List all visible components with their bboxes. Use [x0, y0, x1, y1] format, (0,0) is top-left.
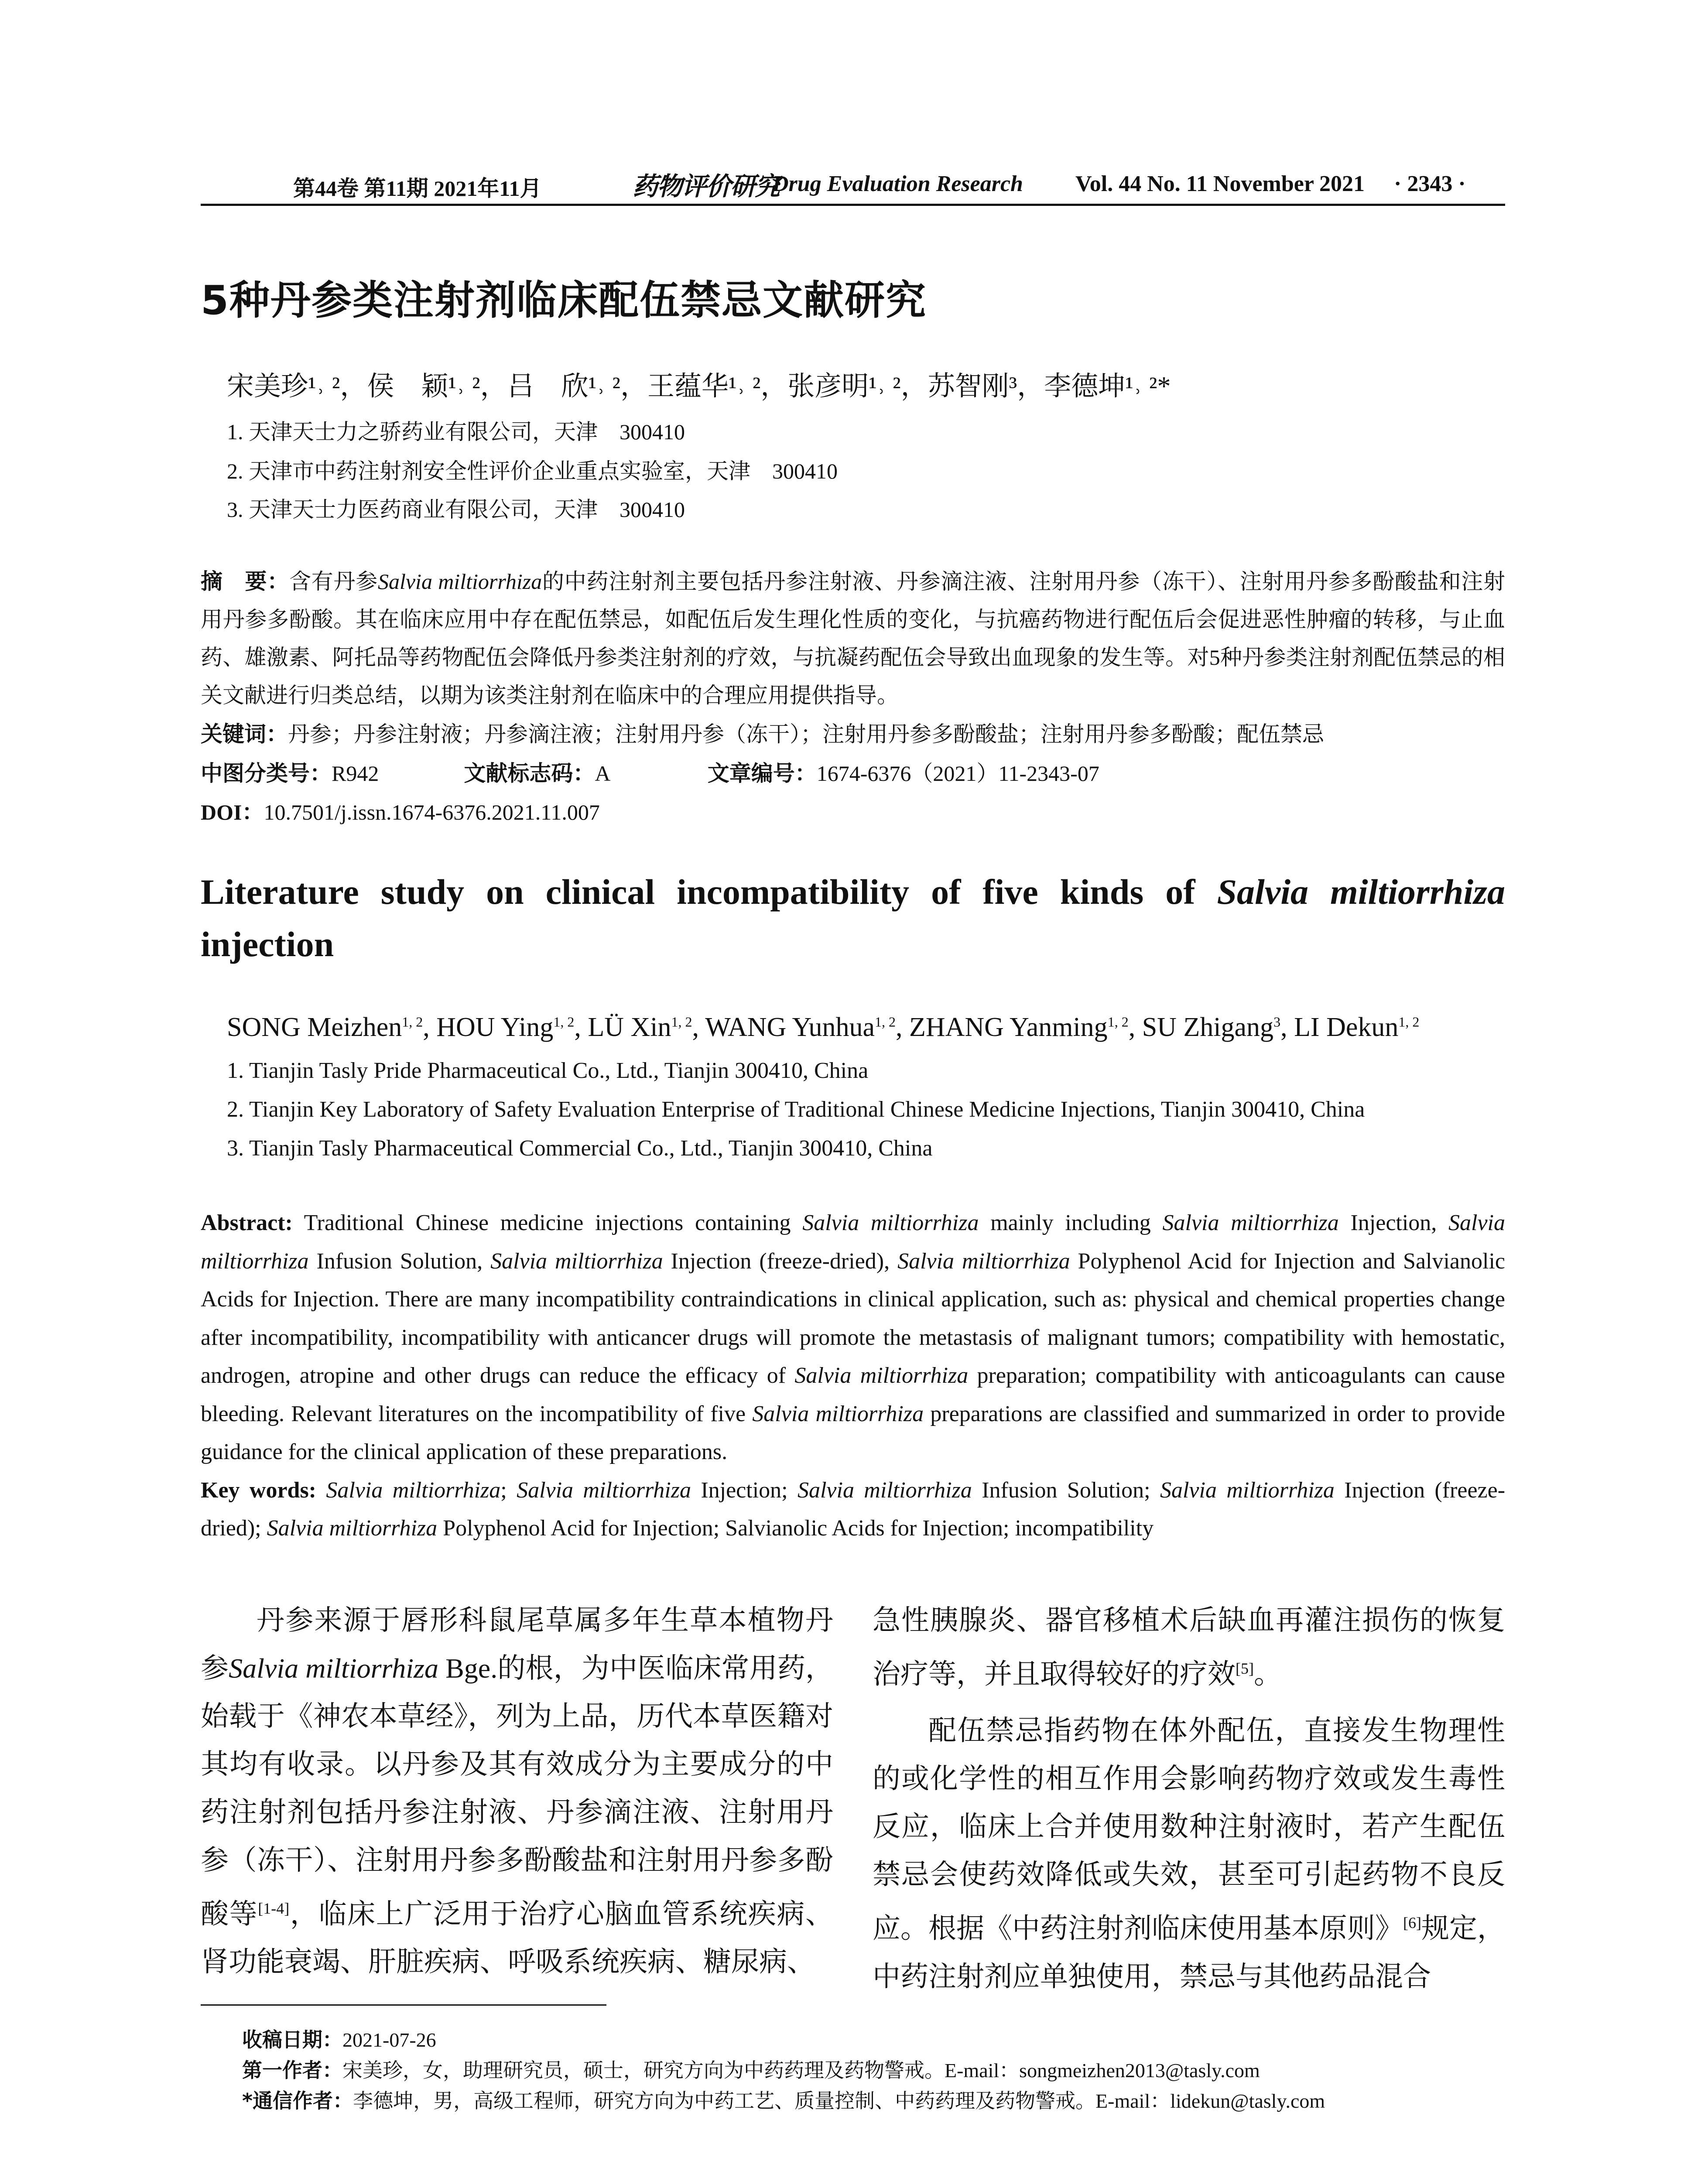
footnote-label: 第一作者：	[242, 2058, 342, 2082]
body-text: 规定，中药注射剂应单独使用，禁忌与其他药品混合	[873, 1913, 1506, 1992]
latin-name: Salvia miltiorrhiza	[201, 1210, 1506, 1274]
author-en-name: ZHANG Yanming	[909, 1012, 1108, 1042]
body-text: 。	[1253, 1658, 1282, 1690]
author-en-name: LÜ Xin	[588, 1012, 671, 1042]
latin-name: Salvia miltiorrhiza	[267, 1516, 438, 1541]
latin-name: Salvia miltiorrhiza	[897, 1248, 1070, 1274]
title-en-text-b: injection	[201, 924, 334, 964]
footnote-received	[242, 2024, 436, 2053]
latin-name: Salvia miltiorrhiza	[326, 1477, 501, 1503]
authors-cn: 宋美珍¹˒ ²，侯 颖¹˒ ²，吕 欣¹˒ ²，王蕴华¹˒ ²，张彦明¹˒ ²，苏智刚³，李德坤¹˒ ²*	[227, 372, 1171, 401]
abstract-cn	[201, 563, 1505, 714]
latin-name: Salvia miltiorrhiza	[1162, 1210, 1339, 1235]
clc-label: 中图分类号：	[201, 761, 332, 786]
body-text: 丹参来源于唇形科鼠尾草属多年生草本植物丹参	[201, 1605, 833, 1684]
abstract-cn-text-a: 含有丹参	[289, 569, 378, 594]
author-en-name: SU Zhigang	[1142, 1012, 1274, 1042]
keywords-en-label: Key words:	[201, 1477, 316, 1503]
abstract-cn-latin: Salvia miltiorrhiza	[377, 569, 542, 594]
author-en-affiliation-mark: 1, 2	[1107, 1014, 1129, 1030]
latin-name: Salvia miltiorrhiza	[752, 1401, 924, 1426]
affiliation-cn-2: 2. 天津市中药注射剂安全性评价企业重点实验室，天津 300410	[227, 459, 838, 483]
body-column-right	[873, 1596, 1505, 2001]
abstract-en-label: Abstract:	[201, 1210, 293, 1235]
body-paragraph	[873, 1707, 1505, 2000]
text-run: preparation; compatibility with anticoagulants can cause bleeding. Relevant literatures on the incompatibility of five	[201, 1363, 1505, 1426]
text-run: ;	[500, 1477, 517, 1503]
body-latin: Salvia miltiorrhiza	[229, 1653, 438, 1684]
journal-logo: 药物评价研究	[633, 172, 780, 201]
latin-name: Salvia miltiorrhiza	[517, 1477, 691, 1503]
author-en-name: HOU Ying	[436, 1012, 554, 1042]
doc-code-label: 文献标志码：	[464, 761, 595, 786]
author-en-affiliation-mark: 1, 2	[553, 1014, 575, 1030]
keywords-cn-label: 关键词：	[201, 721, 288, 747]
text-run: preparations are classified and summarized in order to provide guidance for the clinical application of these preparations.	[201, 1401, 1505, 1464]
authors-en: SONG Meizhen$^{1, 2}$, HOU Ying$^{1, 2}$, LÜ Xin$^{1, 2}$, WANG Yunhua$^{1, 2}$, ZHANG Yanming$^{1, 2}$, SU Zhigang$^3$, LI Dekun$^{1, 2}$	[227, 1012, 1420, 1042]
classification-row	[201, 756, 1099, 787]
keywords-cn	[201, 717, 1324, 748]
keywords-cn-text: 丹参；丹参注射液；丹参滴注液；注射用丹参（冻干）；注射用丹参多酚酸盐；注射用丹参多酚酸；配伍禁忌	[288, 722, 1324, 746]
header-issue: 第44卷 第11期 2021年11月	[293, 176, 542, 201]
affiliation-en-3: 3. Tianjin Tasly Pharmaceutical Commercial Co., Ltd., Tianjin 300410, China	[227, 1136, 933, 1161]
latin-name: Salvia miltiorrhiza	[802, 1210, 979, 1235]
abstract-en	[201, 1204, 1505, 1548]
footnote-corresponding	[242, 2085, 1325, 2114]
doi-label: DOI：	[201, 800, 264, 824]
header-rule	[201, 204, 1505, 206]
text-run: Infusion Solution;	[972, 1477, 1160, 1503]
author-en-affiliation-mark: 1, 2	[874, 1014, 896, 1030]
affiliation-en-1: 1. Tianjin Tasly Pride Pharmaceutical Co., Ltd., Tianjin 300410, China	[227, 1058, 869, 1083]
affiliation-en-2: 2. Tianjin Key Laboratory of Safety Evaluation Enterprise of Traditional Chinese Medicine Injections, Tianjin 300410, China	[227, 1097, 1365, 1122]
text-run: mainly including	[979, 1210, 1163, 1235]
latin-name: Salvia miltiorrhiza	[1160, 1477, 1335, 1503]
abstract-cn-label: 摘 要：	[201, 569, 289, 594]
body-column-left	[201, 1596, 833, 1986]
abstract-en-text	[201, 1210, 1505, 1464]
article-no-label: 文章编号：	[707, 761, 817, 786]
citation-ref: [5]	[1236, 1660, 1254, 1677]
latin-name: Salvia miltiorrhiza	[794, 1363, 969, 1388]
footnote-rule	[201, 2004, 606, 2006]
title-en	[201, 866, 1505, 971]
text-run: Injection (freeze-dried);	[201, 1477, 1506, 1541]
title-en-latin: Salvia miltiorrhiza	[1217, 872, 1505, 912]
body-paragraph	[873, 1596, 1505, 1698]
body-text: ，临床上广泛用于治疗心脑血管系统疾病、肾功能衰竭、肝脏疾病、呼吸系统疾病、糖尿病、	[201, 1898, 834, 1978]
header-volume: Vol. 44 No. 11 November 2021	[1075, 171, 1365, 196]
author-en-affiliation-mark: 1, 2	[402, 1014, 423, 1030]
body-paragraph	[201, 1596, 833, 1986]
text-run: Polyphenol Acid for Injection and Salvianolic Acids for Injection. There are many incompatibility contraindications in clinical application, such as: physical and chemical properties change after incompatibility, incompatibility with anticancer drugs will promote the metastasis of malignant tumors; compatibility with hemostatic, androgen, atropine and other drugs can reduce the efficacy of	[201, 1248, 1505, 1388]
text-run: Injection (freeze-dried),	[663, 1248, 898, 1274]
author-en-affiliation-mark: 1, 2	[671, 1014, 692, 1030]
doi-row	[201, 795, 600, 826]
text-run	[316, 1478, 326, 1503]
author-en-name: SONG Meizhen	[227, 1012, 402, 1042]
title-en-text-a: Literature study on clinical incompatibility of five kinds of	[201, 872, 1217, 912]
citation-ref: [6]	[1403, 1914, 1421, 1932]
doc-code-value: A	[595, 761, 609, 786]
page-number: · 2343 ·	[1394, 171, 1466, 196]
abstract-cn-text-b: 的中药注射剂主要包括丹参注射液、丹参滴注液、注射用丹参（冻干）、注射用丹参多酚酸盐和注射用丹参多酚酸。其在临床应用中存在配伍禁忌，如配伍后发生理化性质的变化，与抗癌药物进行配伍后会促进恶性肿瘤的转移，与止血药、雄激素、阿托品等药物配伍会降低丹参类注射剂的疗效，与抗凝药配伍会导致出血现象的发生等。对5种丹参类注射剂配伍禁忌的相关文献进行归类总结，以期为该类注射剂在临床中的合理应用提供指导。	[201, 569, 1506, 708]
text-run: Traditional Chinese medicine injections containing	[292, 1210, 803, 1235]
footnote-first-author	[242, 2055, 1260, 2083]
author-en-name: LI Dekun	[1294, 1012, 1399, 1042]
body-text: Bge.的根，为中医临床常用药，始载于《神农本草经》，列为上品，历代本草医籍对其均有收录。以丹参及其有效成分为主要成分的中药注射剂包括丹参注射液、丹参滴注液、注射用丹参（冻干）、注射用丹参多酚酸盐和注射用丹参多酚酸等	[201, 1653, 834, 1930]
affiliation-cn-1: 1. 天津天士力之骄药业有限公司，天津 300410	[227, 420, 685, 444]
doi-value: 10.7501/j.issn.1674-6376.2021.11.007	[264, 800, 600, 824]
keywords-en-text	[201, 1478, 1505, 1541]
author-en-affiliation-mark: 1, 2	[1398, 1014, 1420, 1030]
footnote-text: 李德坤，男，高级工程师，研究方向为中药工艺、质量控制、中药药理及药物警戒。E-mail：lidekun@tasly.com	[353, 2090, 1325, 2112]
text-run: Injection,	[1338, 1210, 1449, 1235]
body-text: 配伍禁忌指药物在体外配伍，直接发生物理性的或化学性的相互作用会影响药物疗效或发生毒性反应，临床上合并使用数种注射液时，若产生配伍禁忌会使药效降低或失效，甚至可引起药物不良反应。根据《中药注射剂临床使用基本原则》	[873, 1715, 1505, 1944]
footnote-text: 2021-07-26	[342, 2029, 436, 2051]
citation-ref: [1-4]	[258, 1900, 290, 1917]
text-run: Injection;	[691, 1477, 798, 1503]
author-en-name: WANG Yunhua	[705, 1012, 875, 1042]
latin-name: Salvia miltiorrhiza	[490, 1248, 663, 1274]
footnote-label: 收稿日期：	[242, 2028, 342, 2051]
latin-name: Salvia miltiorrhiza	[797, 1477, 972, 1503]
footnote-text: 宋美珍，女，助理研究员，硕士，研究方向为中药药理及药物警戒。E-mail：songmeizhen2013@tasly.com	[342, 2059, 1260, 2082]
journal-name-en: Drug Evaluation Research	[772, 171, 1023, 196]
author-en-affiliation-mark: 3	[1273, 1014, 1281, 1030]
text-run: Infusion Solution,	[308, 1248, 491, 1274]
body-text: 急性胰腺炎、器官移植术后缺血再灌注损伤的恢复治疗等，并且取得较好的疗效	[873, 1605, 1505, 1690]
text-run: Polyphenol Acid for Injection; Salvianolic Acids for Injection; incompatibility	[437, 1516, 1154, 1541]
affiliation-cn-3: 3. 天津天士力医药商业有限公司，天津 300410	[227, 497, 685, 522]
title-cn: 5种丹参类注射剂临床配伍禁忌文献研究	[201, 277, 927, 324]
clc-value: R942	[332, 761, 379, 786]
footnote-label: *通信作者：	[242, 2089, 353, 2113]
article-no-value: 1674-6376（2021）11-2343-07	[816, 761, 1099, 786]
